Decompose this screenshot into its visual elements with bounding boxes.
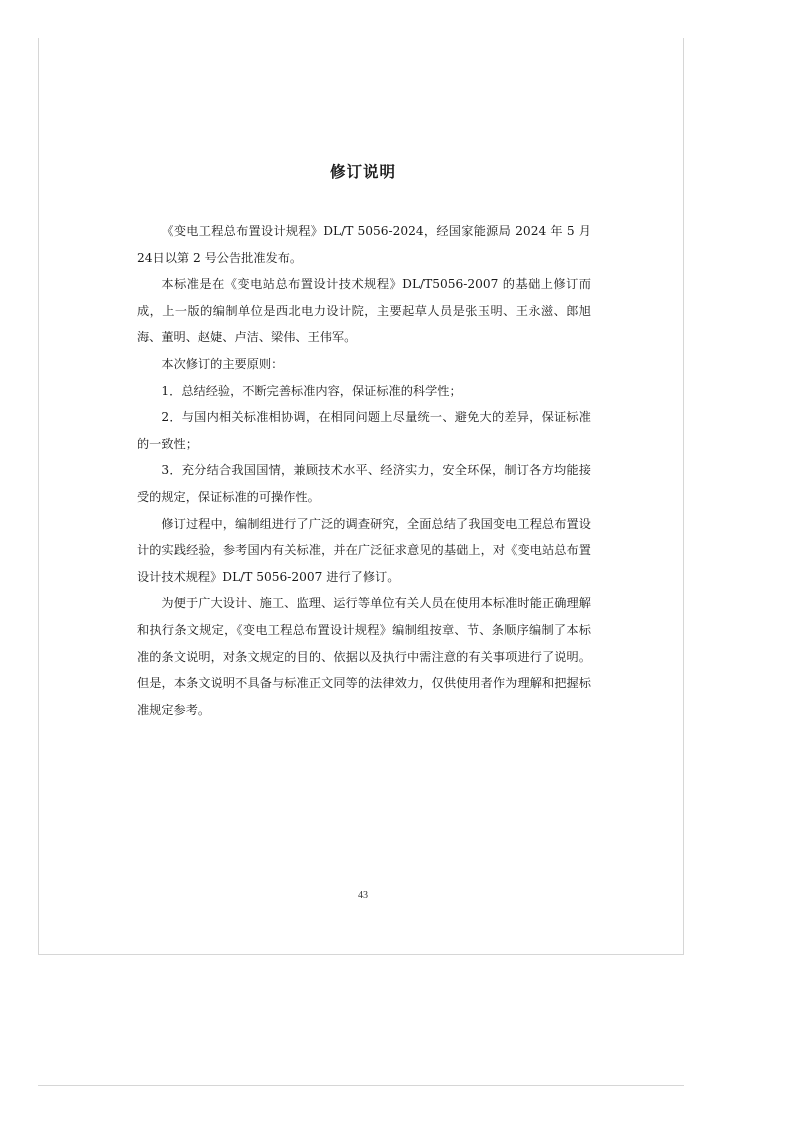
document-body [137,218,591,723]
paragraph-principles-intro: 本次修订的主要原则： [161,356,284,371]
principle-item-3: 3．充分结合我国国情，兼顾技术水平、经济实力，安全环保，制订各方均能接受的规定，保证标准的可操作性。 [137,463,591,504]
page-title: 修订说明 [329,163,396,181]
bottom-divider [38,1085,684,1086]
paragraph-publication: 《变电工程总布置设计规程》DL/T 5056-2024，经国家能源局 2024 年 5 月24日以第 2 号公告批准发布。 [137,224,591,265]
paragraph-explanation-note: 为便于广大设计、施工、监理、运行等单位有关人员在使用本标准时能正确理解和执行条文规定，《变电工程总布置设计规程》编制组按章、节、条顺序编制了本标准的条文说明，对条文规定的目的、依据以及执行中需注意的有关事项进行了说明。但是，本条文说明不具备与标准正文同等的法律效力，仅供使用者作为理解和把握标准规定参考。 [137,596,591,717]
principle-item-2: 2．与国内相关标准相协调，在相同问题上尽量统一、避免大的差异，保证标准的一致性； [137,410,591,451]
paragraph-history: 本标准是在《变电站总布置设计技术规程》DL/T5056-2007 的基础上修订而成，上一版的编制单位是西北电力设计院，主要起草人员是张玉明、王永滋、郎旭海、董明、赵婕、卢洁、梁伟、王伟军。 [137,277,591,345]
paragraph-revision-process: 修订过程中，编制组进行了广泛的调查研究，全面总结了我国变电工程总布置设计的实践经验，参考国内有关标准，并在广泛征求意见的基础上，对《变电站总布置设计技术规程》DL/T 5056-2007 进行了修订。 [137,516,591,584]
page-number: 43 [358,890,368,901]
principle-item-1: 1．总结经验，不断完善标准内容，保证标准的科学性； [161,383,462,398]
